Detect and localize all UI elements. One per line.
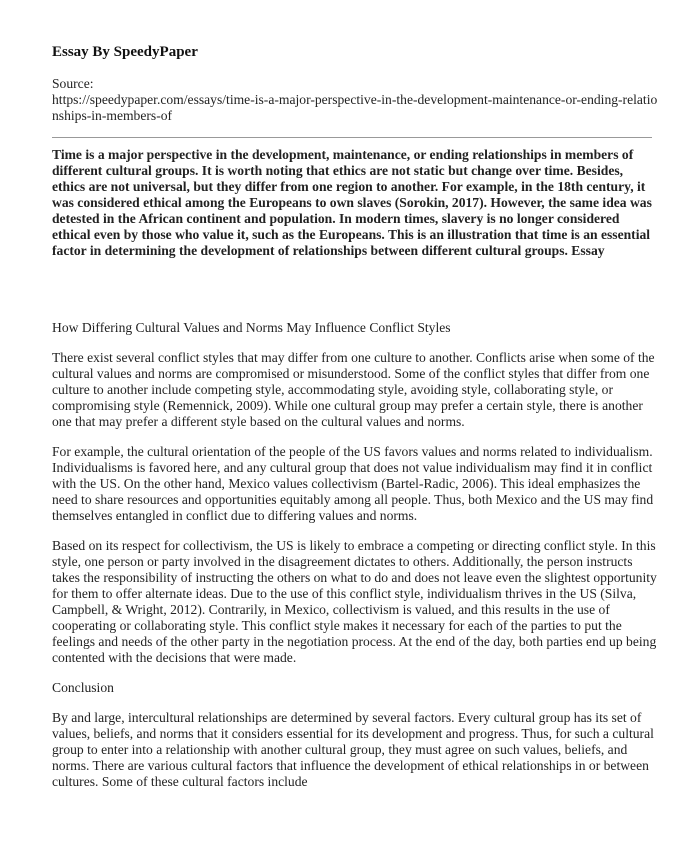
essay-body: [52, 320, 657, 804]
body-paragraph: There exist several conflict styles that may differ from one culture to another. Conflicts arise when some of the cultural values and norms are compromised or misunderstood. Some of the conflict styles that differ from one culture to another include competing style, accommodating style, avoiding style, collaborating style, or compromising style (Remennick, 2009). While one cultural group may prefer a certain style, there is another one that may prefer a different style based on the cultural values and norms.: [52, 350, 655, 429]
abstract-paragraph: Time is a major perspective in the development, maintenance, or ending relationships in members of different cultural groups. It is worth noting that ethics are not static but change over time. Besides, ethics are not universal, but they differ from one region to another. For example, in the 18th century, it was considered ethical among the Europeans to own slaves (Sorokin, 2017). However, the same idea was detested in the African continent and population. In modern times, slavery is no longer considered ethical even by those who value it, such as the Europeans. This is an illustration that time is an essential factor in determining the development of relationships between different cultural groups. Essay: [52, 147, 652, 258]
document-title: Essay By SpeedyPaper: [52, 44, 198, 60]
source-label: Source:: [52, 76, 94, 91]
section-heading: How Differing Cultural Values and Norms May Influence Conflict Styles: [52, 320, 451, 335]
body-paragraph: By and large, intercultural relationships are determined by several factors. Every cultural group has its set of values, beliefs, and norms that it considers essential for its development and progress. Thus, for such a cultural group to enter into a relationship with another cultural group, they must agree on such values, beliefs, and norms. There are various cultural factors that influence the development of ethical relationships in or between cultures. Some of these cultural factors include: [52, 710, 654, 789]
body-paragraph: Based on its respect for collectivism, the US is likely to embrace a competing or directing conflict style. In this style, one person or party involved in the disagreement dictates to others. Additionally, the person instructs takes the responsibility of instructing the others on what to do and does not leave even the slightest opportunity for them to offer alternate ideas. Due to the use of this conflict style, individualism thrives in the US (Silva, Campbell, & Wright, 2012). Contrarily, in Mexico, collectivism is valued, and this results in the use of cooperating or collaborating style. This conflict style makes it necessary for each of the parties to put the feelings and needs of the other party in the negotiation process. At the end of the day, both parties end up being contented with the decisions that were made.: [52, 538, 657, 665]
source-block: [52, 76, 662, 124]
conclusion-heading: Conclusion: [52, 680, 114, 695]
body-paragraph: For example, the cultural orientation of the people of the US favors values and norms related to individualism. Individualisms is favored here, and any cultural group that does not value individualism may find it in conflict with the US. On the other hand, Mexico values collectivism (Bartel-Radic, 2006). This ideal emphasizes the need to share resources and opportunities equitably among all people. Thus, both Mexico and the US may find themselves entangled in conflict due to differing values and norms.: [52, 444, 654, 523]
divider: [52, 137, 652, 138]
source-link[interactable]: https://speedypaper.com/essays/time-is-a-major-perspective-in-the-development-maintenance-or-ending-relationships-in-members-of: [52, 92, 658, 123]
